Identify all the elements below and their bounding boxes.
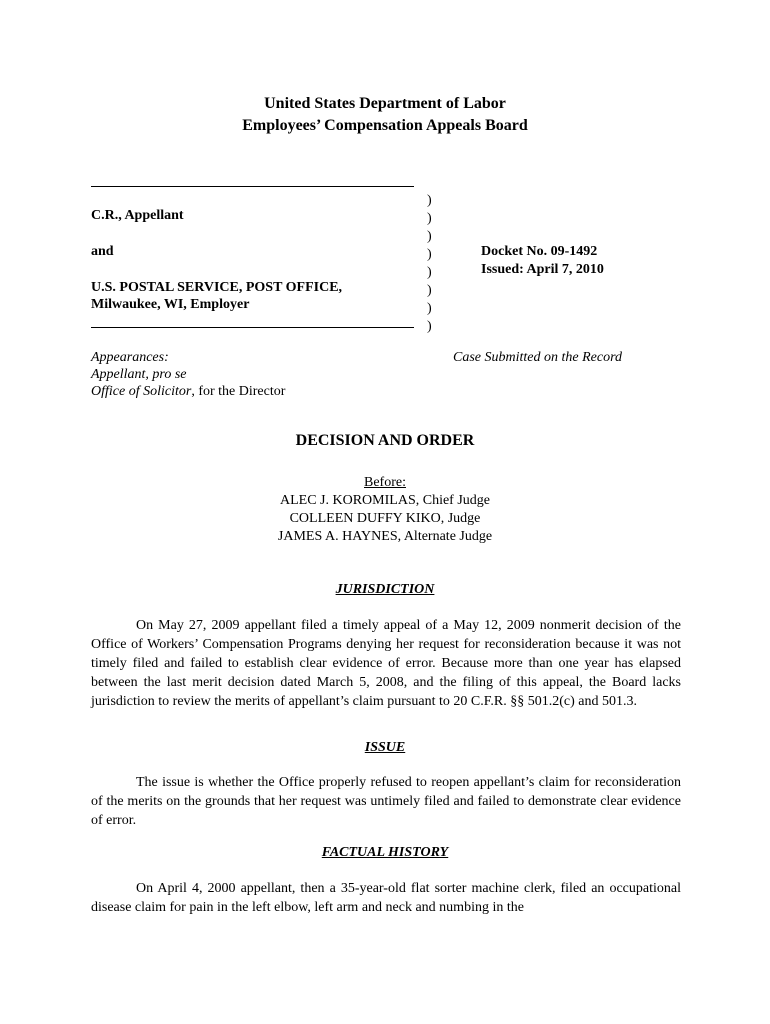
appellant-name: C.R., Appellant: [91, 208, 184, 223]
employer-line2: Milwaukee, WI, Employer: [91, 297, 250, 312]
issue-paragraph: The issue is whether the Office properly refused to reopen appellant’s claim for reconsideration of the merits on the grounds that her request was untimely filed and failed to demonstrate clear evidence of error.: [91, 775, 681, 828]
judge-name: JAMES A. HAYNES, Alternate Judge: [277, 529, 493, 544]
judges-panel: [0, 474, 770, 546]
appearances-label: Appearances:: [91, 350, 169, 365]
caption-bottom-rule: [91, 327, 414, 328]
agency-title: United States Department of Labor: [264, 95, 506, 112]
paren: ): [427, 301, 432, 316]
board-title: Employees’ Compensation Appeals Board: [242, 117, 528, 134]
submission-type: Case Submitted on the Record: [453, 350, 623, 365]
paren: ): [427, 319, 432, 334]
solicitor-name: Office of Solicitor: [91, 384, 192, 399]
judge-name: ALEC J. KOROMILAS, Chief Judge: [280, 493, 490, 508]
jurisdiction-paragraph: On May 27, 2009 appellant filed a timely appeal of a May 12, 2009 nonmerit decision of the Office of Workers’ Compensation Programs denying her request for reconsideration because it was not timely filed and failed to establish clear evidence of error. Because more than one year has elapsed between the last merit decision dated March 5, 2008, and the filing of this appeal, the Board lacks jurisdiction to review the merits of appellant’s claim pursuant to 20 C.F.R. §§ 501.2(c) and 501.3.: [91, 618, 681, 709]
appearances-appellant: Appellant, pro se: [91, 367, 187, 382]
paren: ): [427, 193, 432, 208]
decision-title: DECISION AND ORDER: [295, 432, 475, 449]
jurisdiction-heading-text: JURISDICTION: [335, 582, 435, 597]
before-label: Before:: [364, 475, 406, 490]
caption-top-rule: [91, 186, 414, 187]
jurisdiction-heading: [0, 580, 770, 598]
paren: ): [427, 211, 432, 226]
paren: ): [427, 283, 432, 298]
appearances-solicitor: [91, 383, 285, 400]
issue-heading-text: ISSUE: [364, 740, 406, 755]
issued-date: Issued: April 7, 2010: [481, 262, 604, 277]
docket-number: Docket No. 09-1492: [481, 244, 598, 259]
and-text: and: [91, 244, 114, 259]
paren: ): [427, 247, 432, 262]
paren: ): [427, 265, 432, 280]
issue-heading: [0, 738, 770, 756]
employer-line1: U.S. POSTAL SERVICE, POST OFFICE,: [91, 280, 343, 295]
factual-history-paragraph: On April 4, 2000 appellant, then a 35-year-old flat sorter machine clerk, filed an occupational disease claim for pain in the left elbow, left arm and neck and numbing in the: [91, 881, 681, 915]
judge-name: COLLEEN DUFFY KIKO, Judge: [289, 511, 481, 526]
solicitor-role: , for the Director: [191, 384, 286, 399]
factual-history-heading: [0, 843, 770, 861]
factual-history-heading-text: FACTUAL HISTORY: [321, 845, 449, 860]
paren: ): [427, 229, 432, 244]
